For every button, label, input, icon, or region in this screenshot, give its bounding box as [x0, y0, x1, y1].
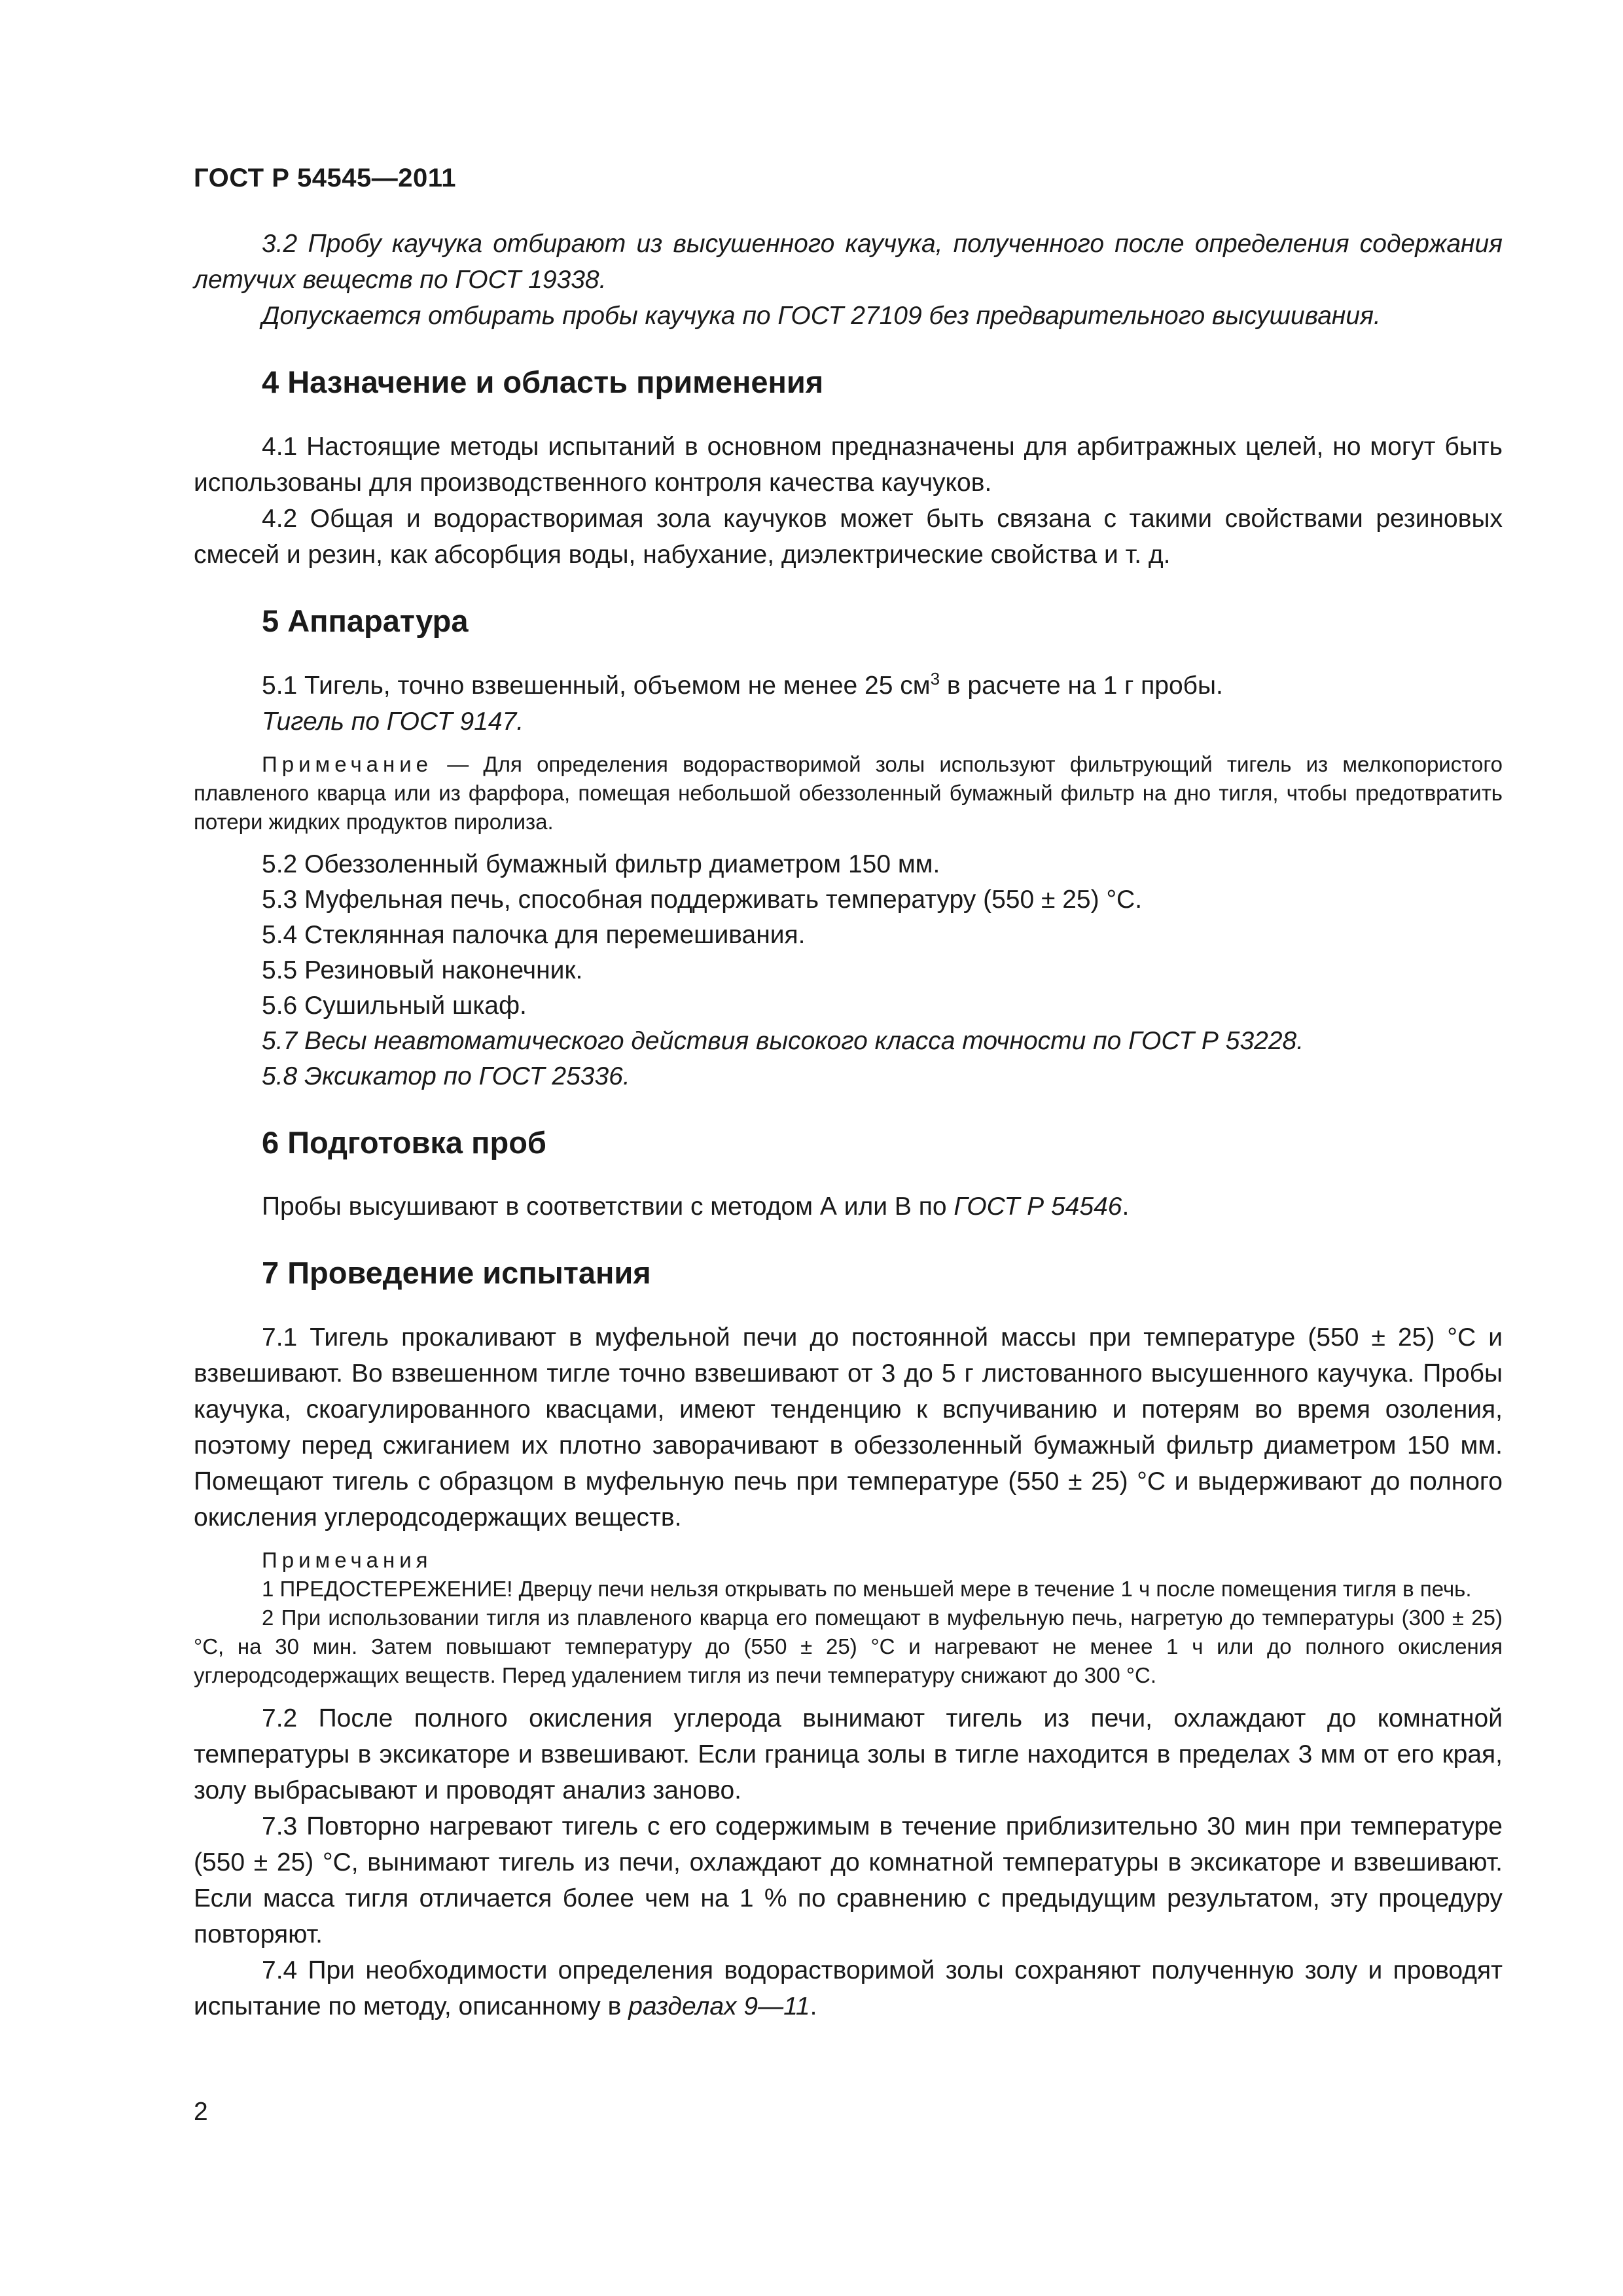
- paragraph-7-2: 7.2 После полного окисления углерода вынимают тигель из печи, охлаждают до комнатной температуры в эксикаторе и взвешивают. Если граница золы в тигле находится в пределах 3 мм от его края, золу выбрасывают и проводят анализ заново.: [194, 1704, 1503, 1804]
- document-header: ГОСТ Р 54545—2011: [194, 164, 456, 192]
- note-5-1: [194, 750, 1503, 836]
- list-item-5-4: 5.4 Стеклянная палочка для перемешивания.: [262, 921, 806, 949]
- list-item-5-7: 5.7 Весы неавтоматического действия высокого класса точности по ГОСТ Р 53228.: [262, 1027, 1304, 1055]
- note-label: Примечание: [262, 752, 433, 776]
- paragraph-3-2: 3.2 Пробу каучука отбирают из высушенного каучука, полученного после определения содержания летучих веществ по ГОСТ 19338.: [194, 230, 1503, 294]
- superscript-3: 3: [930, 669, 940, 689]
- section-title-4: 4 Назначение и область применения: [262, 365, 824, 399]
- paragraph-7-3: 7.3 Повторно нагревают тигель с его содержимым в течение приблизительно 30 мин при температуре (550 ± 25) °С, вынимают тигель из печи, охлаждают до комнатной температуры в эксикаторе и взвешивают. Если масса тигля отличается более чем на 1 % по сравнению с предыдущим результатом, эту процедуру повторяют.: [194, 1812, 1503, 1948]
- list-item-5-5: 5.5 Резиновый наконечник.: [262, 956, 583, 984]
- paragraph-5-1: [194, 668, 1503, 704]
- list-item-5-2: 5.2 Обеззоленный бумажный фильтр диаметром 150 мм.: [262, 850, 940, 878]
- paragraph-7-4-reference: разделах 9—11: [628, 1992, 810, 2020]
- list-item-5-6: 5.6 Сушильный шкаф.: [262, 992, 527, 1020]
- paragraph-4-1: 4.1 Настоящие методы испытаний в основном предназначены для арбитражных целей, но могут быть использованы для производственного контроля качества каучуков.: [194, 433, 1503, 497]
- paragraph-6-tail: .: [1122, 1193, 1130, 1221]
- paragraph-3-2-note: Допускается отбирать пробы каучука по ГОСТ 27109 без предварительного высушивания.: [262, 302, 1381, 330]
- paragraph-7-4: [194, 1952, 1503, 2024]
- paragraph-6: [262, 1189, 1503, 1225]
- paragraph-5-1-reference: Тигель по ГОСТ 9147.: [262, 708, 524, 736]
- paragraph-5-1-text: 5.1 Тигель, точно взвешенный, объемом не менее 25 см: [262, 672, 931, 700]
- paragraph-4-2: 4.2 Общая и водорастворимая зола каучуков может быть связана с такими свойствами резиновых смесей и резин, как абсорбция воды, набухание, диэлектрические свойства и т. д.: [194, 505, 1503, 569]
- list-item-5-8: 5.8 Эксикатор по ГОСТ 25336.: [262, 1062, 630, 1090]
- paragraph-7-4-tail: .: [810, 1992, 817, 2020]
- list-item-5-3: 5.3 Муфельная печь, способная поддерживать температуру (550 ± 25) °С.: [262, 886, 1143, 914]
- page-number: 2: [194, 2098, 208, 2126]
- section-title-6: 6 Подготовка проб: [262, 1125, 546, 1160]
- paragraph-6-text: Пробы высушивают в соответствии с методом А или В по: [262, 1193, 954, 1221]
- section-title-5: 5 Аппаратура: [262, 603, 469, 638]
- paragraph-6-reference: ГОСТ Р 54546: [954, 1193, 1122, 1221]
- note-7-2: 2 При использовании тигля из плавленого кварца его помещают в муфельную печь, нагретую до температуры (300 ± 25) °С, на 30 мин. Затем повышают температуру до (550 ± 25) °С и нагревают не менее 1 ч или до полного окисления углеродсодержащих веществ. Перед удалением тигля из печи температуру снижают до 300 °С.: [194, 1605, 1503, 1687]
- paragraph-5-1-tail: в расчете на 1 г пробы.: [940, 672, 1223, 700]
- section-title-7: 7 Проведение испытания: [262, 1255, 651, 1290]
- document-body: [194, 226, 1503, 2024]
- paragraph-7-4-text: 7.4 При необходимости определения водорастворимой золы сохраняют полученную золу и проводят испытание по методу, описанному в: [194, 1956, 1503, 2020]
- note-text: — Для определения водорастворимой золы используют фильтрующий тигель из мелкопористого плавленого кварца или из фарфора, помещая небольшой обеззоленный бумажный фильтр на дно тигля, чтобы предотвратить потери жидких продуктов пиролиза.: [194, 752, 1503, 834]
- notes-label: Примечания: [262, 1548, 433, 1572]
- note-7-1: 1 ПРЕДОСТЕРЕЖЕНИЕ! Дверцу печи нельзя открывать по меньшей мере в течение 1 ч после помещения тигля в печь.: [262, 1577, 1472, 1601]
- paragraph-7-1: 7.1 Тигель прокаливают в муфельной печи до постоянной массы при температуре (550 ± 25) °С и взвешивают. Во взвешенном тигле точно взвешивают от 3 до 5 г листованного высушенного каучука. Пробы каучука, скоагулированного квасцами, имеют тенденцию к вспучиванию и потерям во время озоления, поэтому перед сжиганием их плотно заворачивают в обеззоленный бумажный фильтр диаметром 150 мм. Помещают тигель с образцом в муфельную печь при температуре (550 ± 25) °С и выдерживают до полного окисления углеродсодержащих веществ.: [194, 1323, 1503, 1532]
